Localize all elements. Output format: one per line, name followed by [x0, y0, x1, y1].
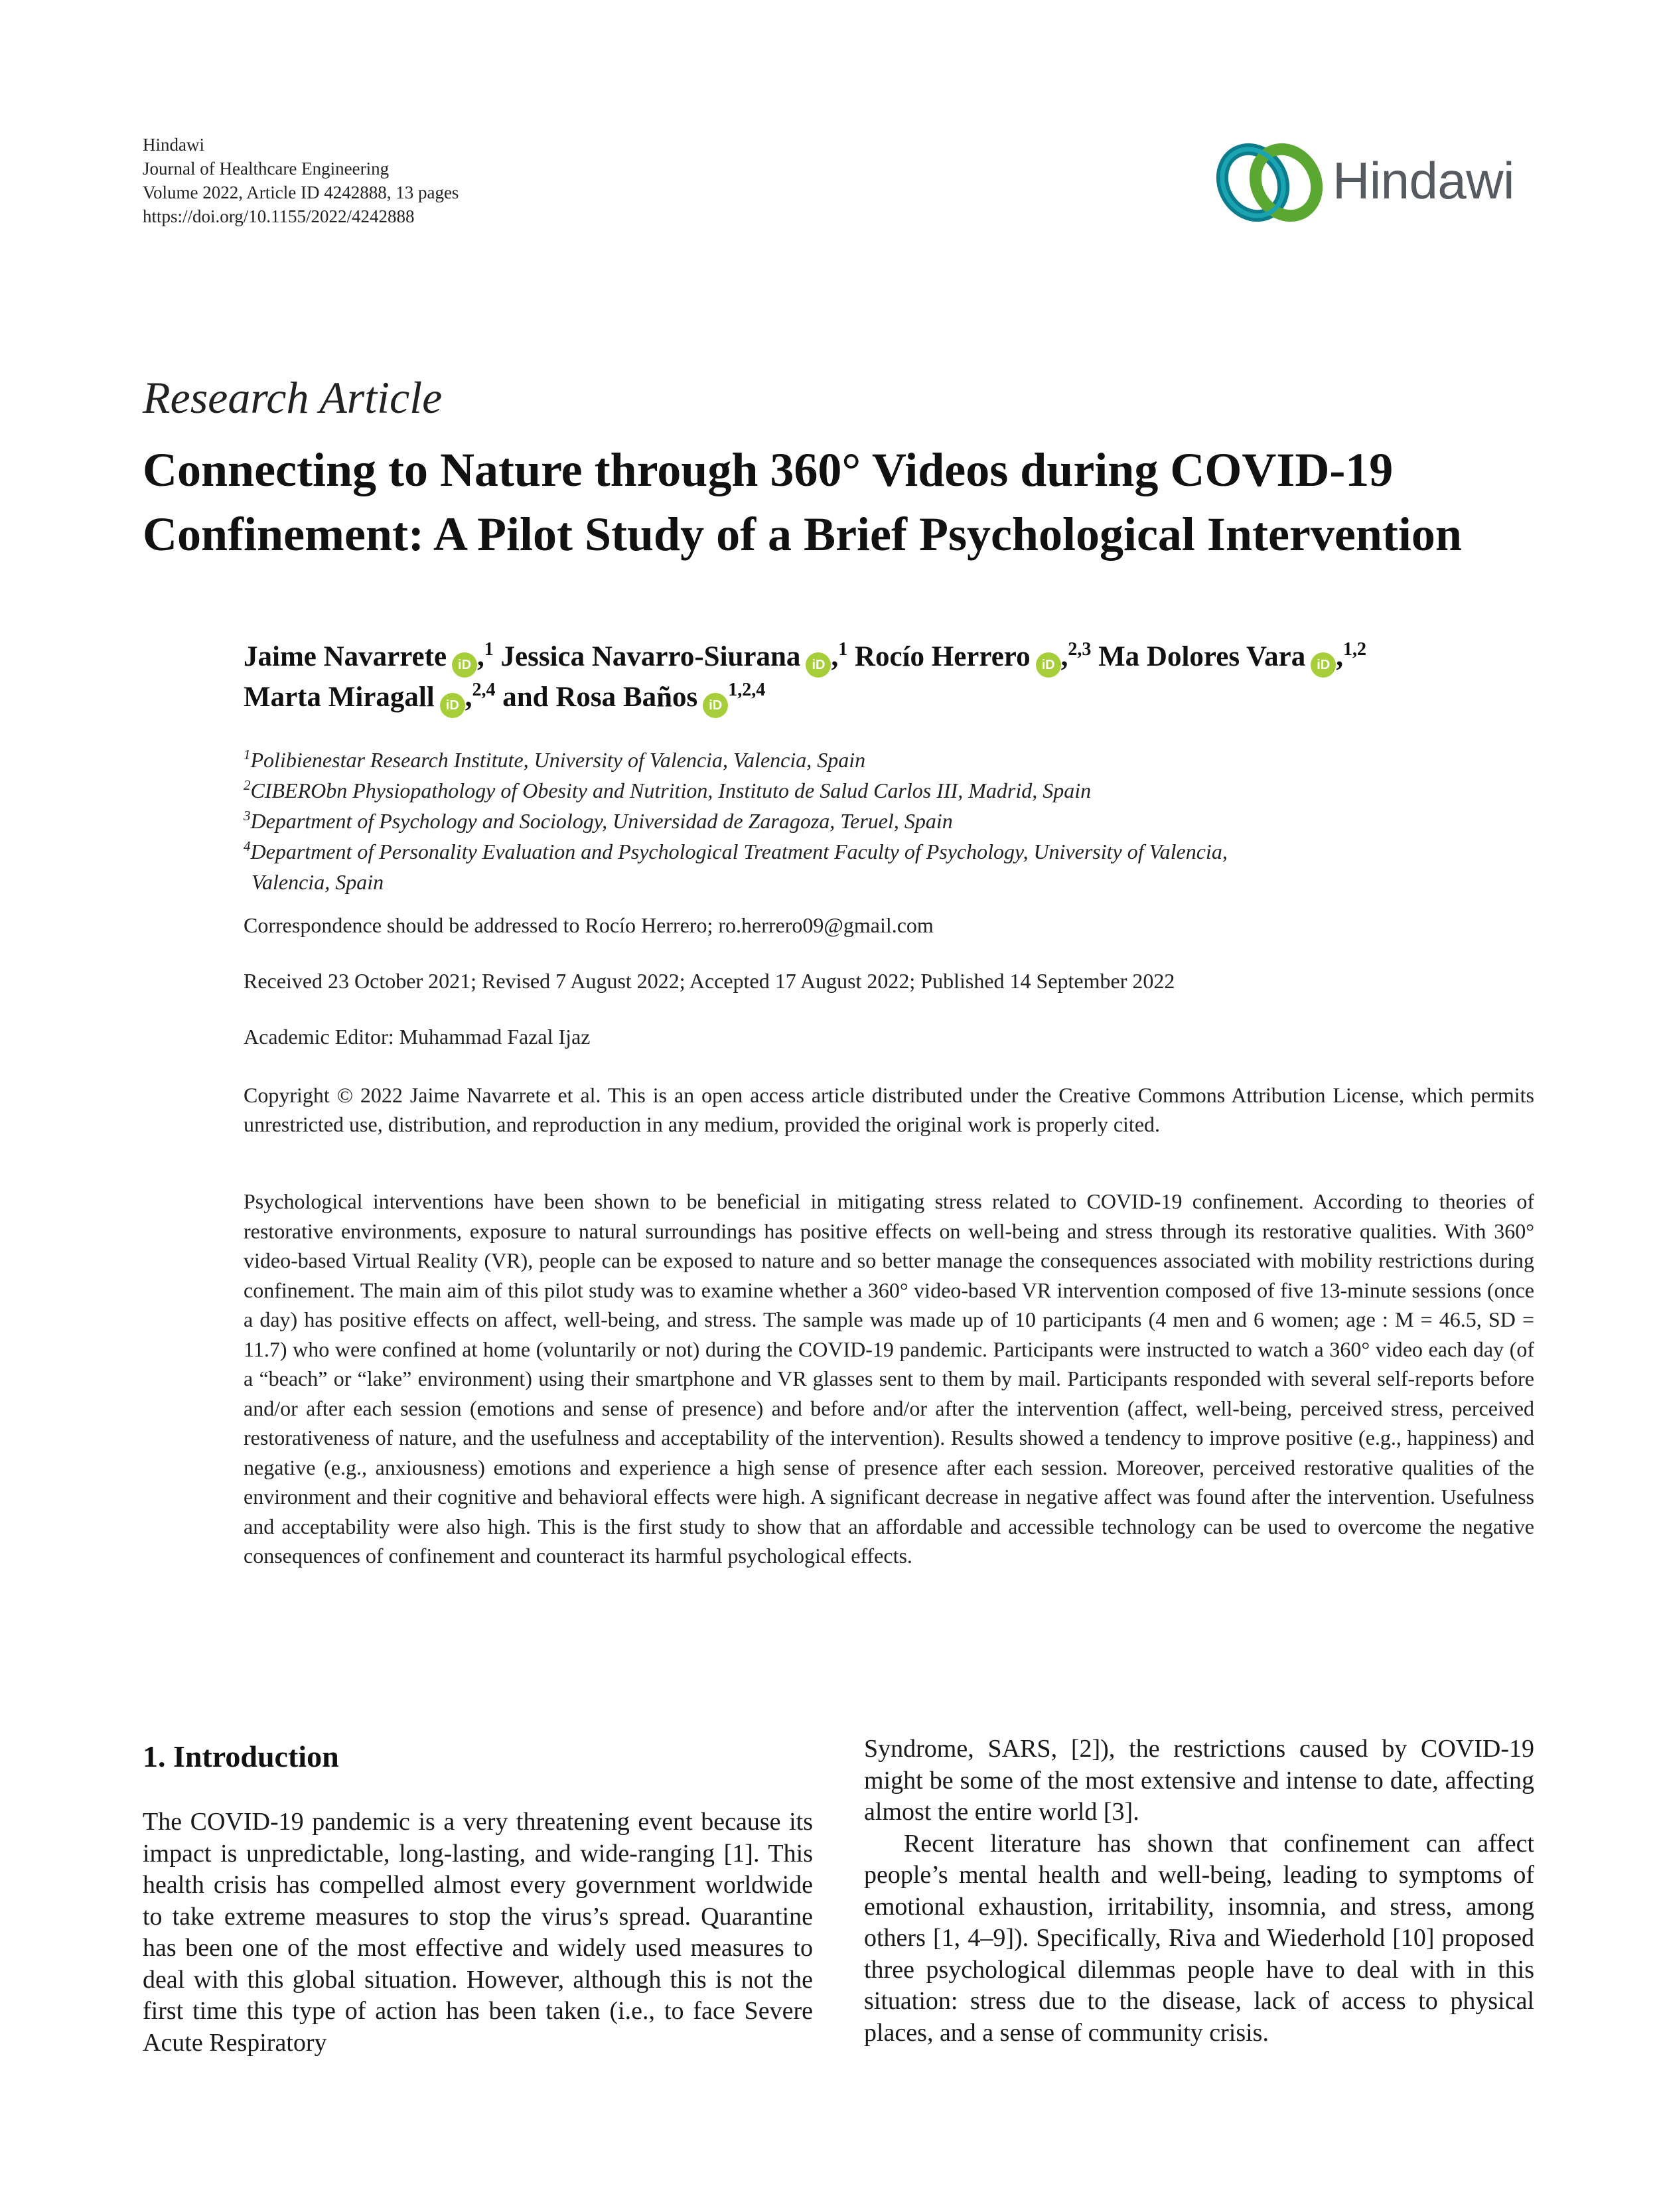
- article-type: Research Article: [143, 372, 443, 423]
- affiliation-text: Department of Psychology and Sociology, Universidad de Zaragoza, Teruel, Spain: [250, 809, 953, 833]
- affiliation-text: CIBERObn Physiopathology of Obesity and Nutrition, Instituto de Salud Carlos III, Madrid, Spain: [250, 778, 1092, 802]
- orcid-icon[interactable]: iD: [1311, 652, 1336, 678]
- volume-info: Volume 2022, Article ID 4242888, 13 pages: [143, 183, 459, 202]
- affiliation-number: 2: [244, 777, 251, 793]
- affiliation-text: Department of Personality Evaluation and Psychological Treatment Faculty of Psychology, University of Valencia,: [250, 840, 1228, 863]
- body-paragraph: Recent literature has shown that confinement can affect people’s mental health and well-being, leading to symptoms of emotional exhaustion, irritability, insomnia, and stress, among others [1, 4–9]). Specifically, Riva and Wiederhold [10] proposed three psychological dilemmas people have to deal with in this situation: stress due to the disease, lack of access to physical places, and a sense of community crisis.: [864, 1829, 1534, 2047]
- affiliation-item: [244, 775, 1538, 806]
- abstract: Psychological interventions have been shown to be beneficial in mitigating stress related to COVID-19 confinement. According to theories of restorative environments, exposure to natural surroundings has positive effects on well-being and stress through its restorative qualities. With 360° video-based Virtual Reality (VR), people can be exposed to nature and so better manage the consequences associated with mobility restrictions during confinement. The main aim of this pilot study was to examine whether a 360° video-based VR intervention composed of five 13-minute sessions (once a day) has positive effects on affect, well-being, and stress. The sample was made up of 10 participants (4 men and 6 women; age : M = 46.5, SD = 11.7) who were confined at home (voluntarily or not) during the COVID-19 pandemic. Participants were instructed to watch a 360° video each day (of a “beach” or “lake” environment) using their smartphone and VR glasses sent to them by mail. Participants responded with several self-reports before and/or after each session (emotions and sense of presence) and before and/or after the intervention (affect, well-being, perceived stress, perceived restorativeness of nature, and the usefulness and acceptability of the intervention). Results showed a tendency to improve positive (e.g., happiness) and negative (e.g., anxiousness) emotions and experience a high sense of presence after each session. Moreover, perceived restorative qualities of the environment and their cognitive and behavioral effects were high. A significant decrease in negative affect was found after the intervention. Usefulness and acceptability were also high. This is the first study to show that an affordable and accessible technology can be used to overcome the negative consequences of confinement and counteract its harmful psychological effects.: [244, 1189, 1534, 1568]
- orcid-icon[interactable]: iD: [1036, 652, 1061, 678]
- hindawi-rings-icon: [1214, 136, 1327, 229]
- orcid-icon[interactable]: iD: [440, 693, 465, 718]
- affiliation-item: [244, 806, 1538, 836]
- affiliation-text: Polibienestar Research Institute, University of Valencia, Valencia, Spain: [250, 748, 866, 772]
- journal-info: [143, 133, 459, 228]
- author-affil-ref: 1,2: [1342, 639, 1366, 660]
- author-affil-ref: 2,4: [472, 680, 496, 700]
- author-line-2: Marta Miragall iD ,$^{2,4}$ and Rosa Baños iD$^{1,2,4}$: [244, 678, 1538, 718]
- article-title: [143, 438, 1569, 567]
- title-line-1: Connecting to Nature through 360° Videos during COVID-19: [143, 443, 1394, 496]
- author-name: Ma Dolores Vara: [1098, 641, 1306, 672]
- journal-name: Journal of Healthcare Engineering: [143, 159, 390, 179]
- section-heading: 1. Introduction: [143, 1739, 339, 1773]
- affiliation-number: 4: [244, 838, 251, 854]
- body-paragraph: The COVID-19 pandemic is a very threatening event because its impact is unpredictable, long-lasting, and wide-ranging [1]. This health crisis has compelled almost every government worldwide to take extreme measures to stop the virus’s spread. Quarantine has been one of the most effective and widely used measures to deal with this global situation. However, although this is not the first time this type of action has been taken (i.e., to face Severe Acute Respiratory: [143, 1808, 813, 2057]
- orcid-icon[interactable]: iD: [703, 693, 728, 718]
- author-affil-ref: 1,2,4: [728, 680, 766, 700]
- correspondence: Correspondence should be addressed to Rocío Herrero; ro.herrero09@gmail.com: [244, 913, 934, 937]
- logo-text: Hindawi: [1333, 151, 1514, 210]
- doi-link[interactable]: https://doi.org/10.1155/2022/4242888: [143, 206, 415, 226]
- publication-dates: Received 23 October 2021; Revised 7 August 2022; Accepted 17 August 2022; Published 14 September 2022: [244, 969, 1175, 993]
- author-list: [244, 637, 1538, 718]
- author-name: Marta Miragall: [244, 682, 435, 713]
- orcid-icon[interactable]: iD: [806, 652, 831, 678]
- author-affil-ref: 1: [838, 639, 848, 660]
- affiliation-number: 1: [244, 747, 251, 763]
- orcid-icon[interactable]: iD: [452, 652, 477, 678]
- author-name: Rocío Herrero: [854, 641, 1031, 672]
- author-affil-ref: 2,3: [1068, 639, 1092, 660]
- affiliation-item: [244, 745, 1538, 775]
- hindawi-logo: [1214, 136, 1546, 229]
- author-affil-ref: 1: [484, 639, 494, 660]
- copyright-notice: Copyright © 2022 Jaime Navarrete et al. This is an open access article distributed under the Creative Commons Attribution License, which permits unrestricted use, distribution, and reproduction in any medium, provided the original work is properly cited.: [244, 1083, 1534, 1136]
- publisher-name: Hindawi: [143, 135, 204, 155]
- body-column-left: [143, 1806, 813, 2059]
- title-line-2: Confinement: A Pilot Study of a Brief Psychological Intervention: [143, 508, 1462, 561]
- affiliation-number: 3: [244, 808, 251, 824]
- affiliation-continuation: Valencia, Spain: [252, 870, 384, 894]
- author-name: Rosa Baños: [555, 682, 698, 713]
- author-name: Jessica Navarro-Siurana: [500, 641, 801, 672]
- body-column-right: [864, 1733, 1534, 2049]
- affiliations: [244, 745, 1538, 897]
- affiliation-item: [244, 836, 1538, 867]
- author-line-1: Jaime Navarrete iD ,$^1$ Jessica Navarro-Siurana iD ,$^1$ Rocío Herrero iD ,$^{2,3}$ Ma Dolores Vara iD ,$^{1,2}$: [244, 637, 1538, 678]
- body-paragraph: Syndrome, SARS, [2]), the restrictions caused by COVID-19 might be some of the most extensive and intense to date, affecting almost the entire world [3].: [864, 1735, 1534, 1826]
- academic-editor: Academic Editor: Muhammad Fazal Ijaz: [244, 1025, 591, 1049]
- author-name: Jaime Navarrete: [244, 641, 447, 672]
- authors-and: and: [502, 682, 549, 713]
